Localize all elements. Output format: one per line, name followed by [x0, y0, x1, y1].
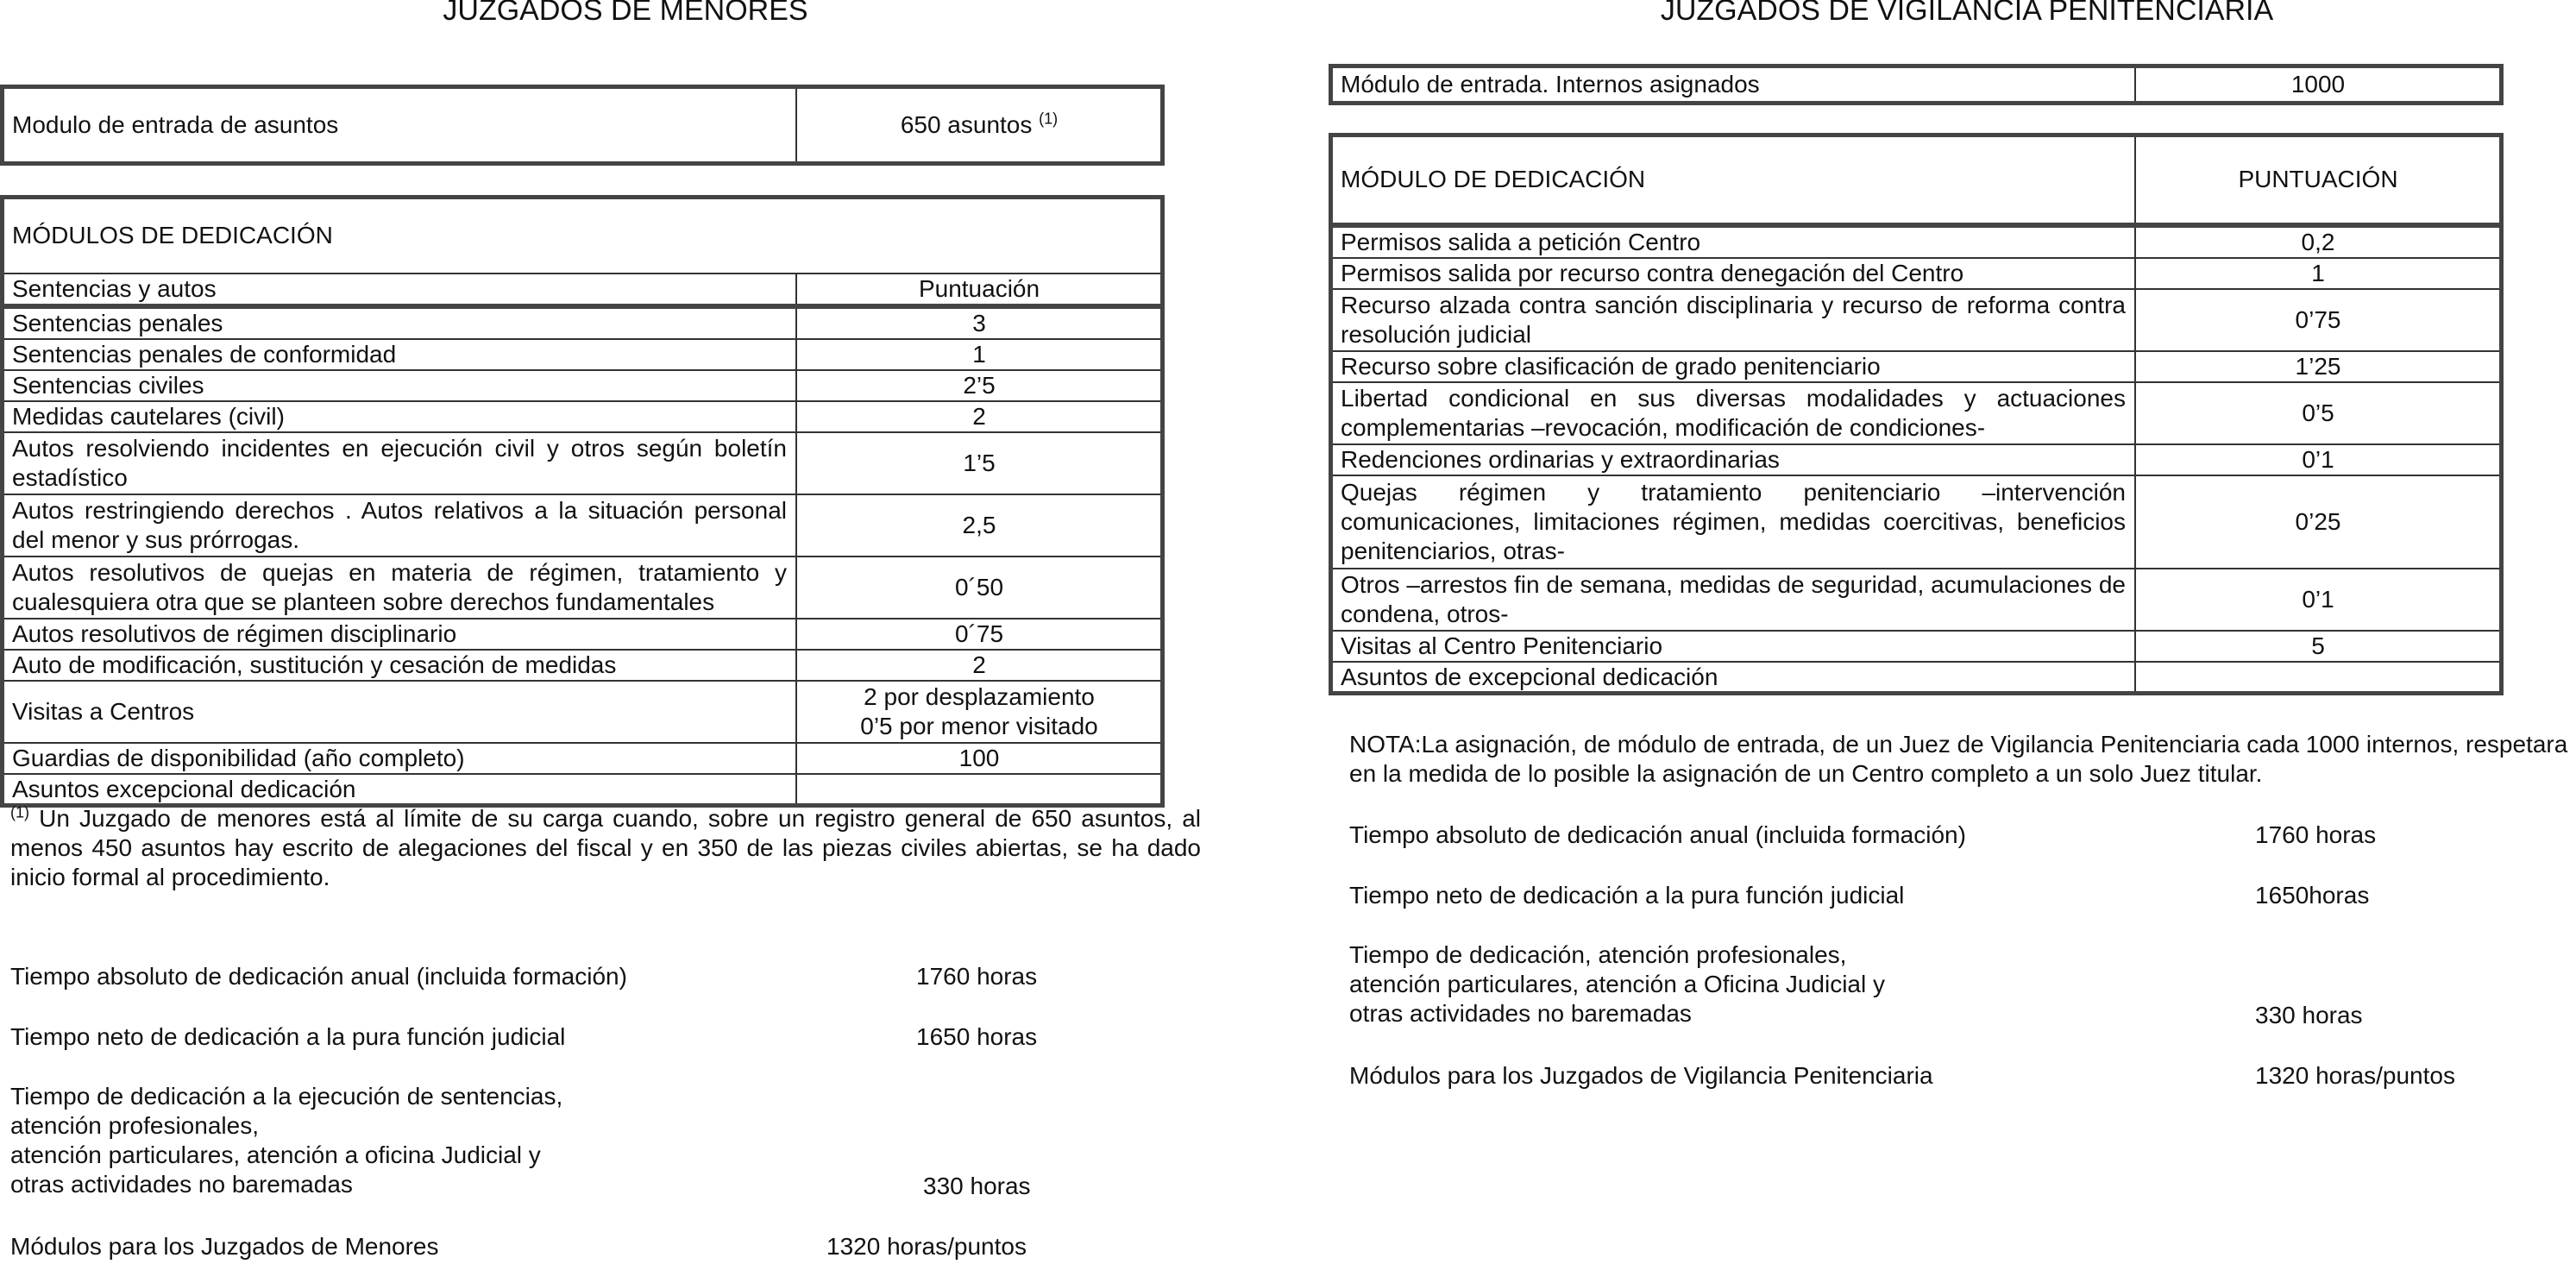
table-row-label: Autos resolutivos de régimen disciplinario	[3, 619, 796, 650]
right-note: NOTA:La asignación, de módulo de entrada, de un Juez de Vigilancia Penitenciaria cada 1000 internos, respetara en la medida de lo posible la asignación de un Centro completo a un solo Juez titular.	[1349, 731, 2568, 787]
table-row-value: 3	[796, 306, 1162, 339]
table-row-label: Asuntos de excepcional dedicación	[1331, 662, 2135, 693]
table-row-label: Asuntos excepcional dedicación	[3, 774, 796, 805]
table-row-label: Sentencias penales	[3, 306, 796, 339]
entry-value: 650 asuntos $^{(1)}$	[796, 87, 1162, 163]
table-row-label: Permisos salida a petición Centro	[1331, 225, 2135, 258]
table-row-label: Visitas a Centros	[3, 681, 796, 743]
right-title: JUZGADOS DE VIGILANCIA PENITENCIARIA	[1660, 0, 2274, 27]
entry-label: Módulo de entrada. Internos asignados	[1331, 66, 2135, 103]
table-row-label: Sentencias penales de conformidad	[3, 339, 796, 370]
modules-heading: MÓDULOS DE DEDICACIÓN	[3, 198, 1162, 274]
right-time-value: 1760 horas	[2255, 821, 2377, 848]
header-label: Sentencias y autos	[3, 274, 796, 306]
table-row-label: Recurso alzada contra sanción disciplinaria y recurso de reforma contra resolución judicial	[1331, 289, 2135, 351]
table-row-value: 100	[796, 743, 1162, 774]
left-time-label: Tiempo absoluto de dedicación anual (incluida formación)	[10, 963, 627, 990]
table-row-value	[796, 774, 1162, 805]
header-value: PUNTUACIÓN	[2135, 135, 2501, 225]
entry-value: 1000	[2135, 66, 2501, 103]
table-row-value: 5	[2135, 631, 2501, 662]
table-row-value: 2,5	[796, 494, 1162, 557]
table-row-value: 2	[796, 401, 1162, 432]
right-time-label: Tiempo neto de dedicación a la pura función judicial	[1349, 882, 1905, 909]
left-modules-table	[2, 197, 1163, 806]
table-row-label: Otros –arrestos fin de semana, medidas de seguridad, acumulaciones de condena, otros-	[1331, 569, 2135, 631]
right-time-label: Tiempo de dedicación, atención profesionales, atención particulares, atención a Oficina Judicial y otras actividades no baremadas	[1349, 941, 1886, 1027]
table-row-value: 1’5	[796, 432, 1162, 494]
table-row-value: 0,2	[2135, 225, 2501, 258]
left-time-value: 1320 horas/puntos	[826, 1233, 1027, 1260]
left-time-label: Módulos para los Juzgados de Menores	[10, 1233, 439, 1260]
table-row-value: 1	[796, 339, 1162, 370]
table-row-label: Recurso sobre clasificación de grado penitenciario	[1331, 351, 2135, 382]
left-title: JUZGADOS DE MENORES	[443, 0, 808, 27]
table-row-value: 0’75	[2135, 289, 2501, 351]
table-row-label: Redenciones ordinarias y extraordinarias	[1331, 444, 2135, 475]
right-time-value: 1320 horas/puntos	[2255, 1062, 2455, 1089]
right-time-value: 1650horas	[2255, 882, 2370, 909]
table-row-value	[2135, 662, 2501, 693]
table-row-label: Medidas cautelares (civil)	[3, 401, 796, 432]
table-row-value: 1’25	[2135, 351, 2501, 382]
table-row-value: 0’1	[2135, 569, 2501, 631]
header-label: MÓDULO DE DEDICACIÓN	[1331, 135, 2135, 225]
right-time-value: 330 horas	[2255, 1002, 2363, 1028]
right-time-label: Tiempo absoluto de dedicación anual (incluida formación)	[1349, 821, 1966, 848]
table-row-value: 0´50	[796, 557, 1162, 619]
table-row-label: Visitas al Centro Penitenciario	[1331, 631, 2135, 662]
right-entry-table	[1330, 66, 2502, 104]
table-row-label: Sentencias civiles	[3, 370, 796, 401]
table-row-value: 2 por desplazamiento 0’5 por menor visitado	[796, 681, 1162, 743]
table-row-value: 0’1	[2135, 444, 2501, 475]
table-row-label: Autos resolutivos de quejas en materia de régimen, tratamiento y cualesquiera otra que se planteen sobre derechos fundamentales	[3, 557, 796, 619]
table-row-label: Quejas régimen y tratamiento penitenciario –intervención comunicaciones, limitaciones régimen, medidas coercitivas, beneficios penitenciarios, otras-	[1331, 475, 2135, 569]
table-row-label: Permisos salida por recurso contra denegación del Centro	[1331, 258, 2135, 289]
table-row-label: Auto de modificación, sustitución y cesación de medidas	[3, 650, 796, 681]
left-footnote: $^{(1)}$ Un Juzgado de menores está al límite de su carga cuando, sobre un registro general de 650 asuntos, al menos 450 asuntos hay escrito de alegaciones del fiscal y en 350 de las piezas civiles abiertas, se ha dado inicio formal al procedimiento.	[10, 803, 1202, 890]
left-entry-table	[2, 86, 1163, 164]
right-time-label: Módulos para los Juzgados de Vigilancia Penitenciaria	[1349, 1062, 1933, 1089]
table-row-label: Libertad condicional en sus diversas modalidades y actuaciones complementarias –revocación, modificación de condiciones-	[1331, 382, 2135, 444]
right-modules-table	[1330, 135, 2502, 694]
table-row-value: 0´75	[796, 619, 1162, 650]
table-row-value: 2’5	[796, 370, 1162, 401]
header-value: Puntuación	[796, 274, 1162, 306]
left-time-value: 1650 horas	[916, 1023, 1038, 1050]
left-time-value: 1760 horas	[916, 963, 1038, 990]
left-time-label: Tiempo de dedicación a la ejecución de sentencias, atención profesionales, atención particulares, atención a oficina Judicial y otras actividades no baremadas	[10, 1083, 563, 1198]
table-row-value: 1	[2135, 258, 2501, 289]
table-row-value: 2	[796, 650, 1162, 681]
table-row-label: Autos restringiendo derechos . Autos relativos a la situación personal del menor y sus prórrogas.	[3, 494, 796, 557]
table-row-value: 0’5	[2135, 382, 2501, 444]
table-row-value: 0’25	[2135, 475, 2501, 569]
table-row-label: Guardias de disponibilidad (año completo)	[3, 743, 796, 774]
entry-label: Modulo de entrada de asuntos	[3, 87, 796, 163]
left-time-value: 330 horas	[923, 1173, 1031, 1199]
table-row-label: Autos resolviendo incidentes en ejecución civil y otros según boletín estadístico	[3, 432, 796, 494]
footnote-mark: (1)	[1039, 110, 1059, 128]
left-time-label: Tiempo neto de dedicación a la pura función judicial	[10, 1023, 566, 1050]
